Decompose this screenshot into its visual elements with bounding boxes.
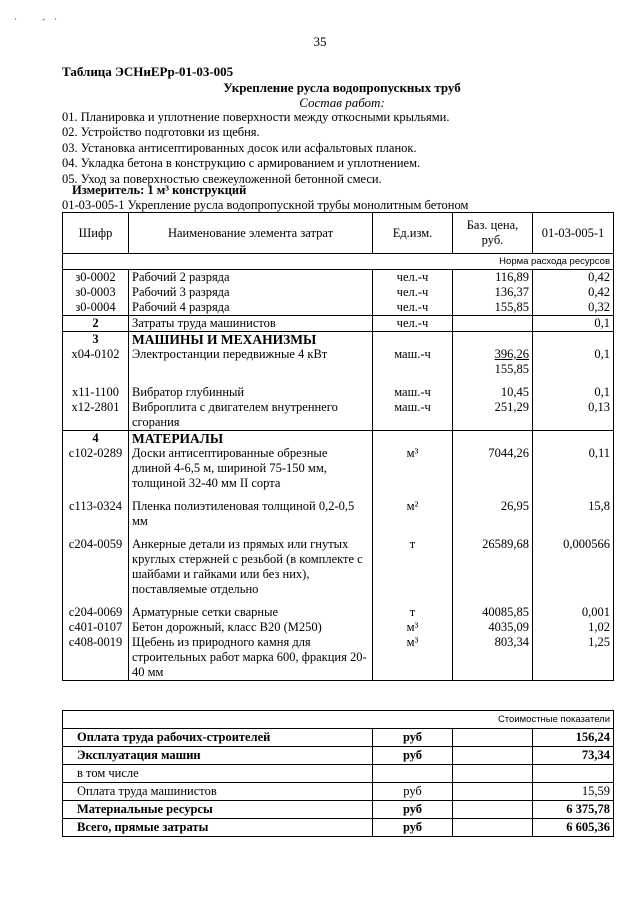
cost-empty [453, 783, 533, 801]
cell-unit: чел.-ч [373, 316, 453, 332]
table-row [63, 620, 614, 635]
cell-norm: 0,001 [533, 605, 614, 620]
header-unit: Ед.изм. [373, 213, 453, 254]
cell-code: х04-0102 [63, 347, 129, 377]
cell-norm: 0,1 [533, 316, 614, 332]
scan-mark: - [42, 14, 45, 24]
cell-unit: т [373, 537, 453, 597]
cost-empty [453, 801, 533, 819]
works-list [62, 110, 450, 187]
cell-code: з0-0004 [63, 300, 129, 316]
cost-row [63, 729, 614, 747]
section-row [63, 332, 614, 348]
cell-unit: м² [373, 499, 453, 529]
page-title: Укрепление русла водопропускных труб [223, 80, 461, 95]
cell-name: Затраты труда машинистов [129, 316, 373, 332]
cost-name: Материальные ресурсы [63, 801, 373, 819]
spacer-row [63, 377, 614, 385]
cell-name: Доски антисептированные обрезные длиной 4-6,5 м, шириной 75-150 мм, толщиной 32-40 мм II сорта [129, 446, 373, 491]
section-title: МАТЕРИАЛЫ [129, 431, 373, 447]
spacer-row [63, 491, 614, 499]
cost-row [63, 783, 614, 801]
cost-empty [453, 819, 533, 837]
cost-row [63, 747, 614, 765]
cell-name: Пленка полиэтиленовая толщиной 0,2-0,5 мм [129, 499, 373, 529]
cell-price: 251,29 [453, 400, 533, 431]
cell-unit: маш.-ч [373, 385, 453, 400]
cell-price [453, 316, 533, 332]
cell-unit [373, 431, 453, 447]
cost-name: Всего, прямые затраты [63, 819, 373, 837]
cell-code: с204-0059 [63, 537, 129, 597]
table-row [63, 270, 614, 286]
cost-row [63, 801, 614, 819]
meter: Измеритель: 1 м³ конструкций [72, 183, 247, 197]
cost-label-row [63, 711, 614, 729]
cell-unit [373, 332, 453, 348]
section-row [63, 431, 614, 447]
cell-code: с102-0289 [63, 446, 129, 491]
cell-name: Виброплита с двигателем внутреннего сгорания [129, 400, 373, 431]
table-row [63, 400, 614, 431]
cell-name: Бетон дорожный, класс В20 (М250) [129, 620, 373, 635]
cell-price: 136,37 [453, 285, 533, 300]
table-id: Таблица ЭСНиЕРр-01-03-005 [62, 64, 234, 79]
cost-value: 15,59 [533, 783, 614, 801]
cost-name: Оплата труда машинистов [63, 783, 373, 801]
cell-name: Электростанции передвижные 4 кВт [129, 347, 373, 377]
spacer-row [63, 529, 614, 537]
cost-value: 6 375,78 [533, 801, 614, 819]
cost-value: 6 605,36 [533, 819, 614, 837]
cost-unit [373, 765, 453, 783]
cost-value: 73,34 [533, 747, 614, 765]
cell-price: 116,89 [453, 270, 533, 286]
cell-name: Рабочий 2 разряда [129, 270, 373, 286]
cost-unit: руб [373, 783, 453, 801]
section-title: МАШИНЫ И МЕХАНИЗМЫ [129, 332, 373, 348]
cost-unit: руб [373, 819, 453, 837]
cell-norm: 0,32 [533, 300, 614, 316]
cell-price: 10,45 [453, 385, 533, 400]
cell-norm: 0,000566 [533, 537, 614, 597]
cell-norm: 0,1 [533, 385, 614, 400]
cell-norm: 0,42 [533, 270, 614, 286]
cell-code: с204-0069 [63, 605, 129, 620]
cell-unit: чел.-ч [373, 300, 453, 316]
cell-price: 26589,68 [453, 537, 533, 597]
table-row [63, 285, 614, 300]
price-main: 396,26 [494, 347, 529, 361]
cell-name: Рабочий 4 разряда [129, 300, 373, 316]
cell-name: Щебень из природного камня для строительных работ марка 600, фракция 20-40 мм [129, 635, 373, 681]
table-row [63, 537, 614, 597]
cell-price: 26,95 [453, 499, 533, 529]
scan-mark: · [54, 14, 57, 24]
cost-row [63, 765, 614, 783]
table-row [63, 605, 614, 620]
header-code: Шифр [63, 213, 129, 254]
cost-empty [453, 765, 533, 783]
cell-norm: 15,8 [533, 499, 614, 529]
table-row [63, 385, 614, 400]
cost-unit: руб [373, 801, 453, 819]
cell-code: х12-2801 [63, 400, 129, 431]
header-name: Наименование элемента затрат [129, 213, 373, 254]
cell-code: с113-0324 [63, 499, 129, 529]
cost-name: Эксплуатация машин [63, 747, 373, 765]
cost-value: 156,24 [533, 729, 614, 747]
cell-unit: м³ [373, 446, 453, 491]
work-item: 01. Планировка и уплотнение поверхности между откосными крыльями. [62, 110, 450, 124]
work-item: 04. Укладка бетона в конструкцию с армированием и уплотнением. [62, 156, 421, 171]
cell-norm [533, 332, 614, 348]
cell-code: с401-0107 [63, 620, 129, 635]
cost-table [62, 710, 614, 837]
cell-unit: чел.-ч [373, 270, 453, 286]
cell-unit: маш.-ч [373, 347, 453, 377]
cell-price: 803,34 [453, 635, 533, 681]
cell-code: х11-1100 [63, 385, 129, 400]
cell-unit: т [373, 605, 453, 620]
section-code: 3 [63, 332, 129, 348]
table-header [63, 213, 614, 254]
cell-norm: 0,1 [533, 347, 614, 377]
table-row [63, 499, 614, 529]
table-row [63, 316, 614, 332]
cell-norm: 0,11 [533, 446, 614, 491]
cost-value [533, 765, 614, 783]
spacer-row [63, 597, 614, 605]
work-item: 02. Устройство подготовки из щебня. [62, 125, 260, 140]
cost-row [63, 819, 614, 837]
cell-price: 7044,26 [453, 446, 533, 491]
header-price: Баз. цена, руб. [453, 213, 533, 254]
cell-price [453, 332, 533, 348]
cost-empty [453, 729, 533, 747]
norm-label: Норма расхода ресурсов [63, 254, 614, 270]
work-item: 03. Установка антисептированных досок или асфальтовых планок. [62, 140, 417, 155]
cell-unit: чел.-ч [373, 285, 453, 300]
cost-unit: руб [373, 747, 453, 765]
table-caption: 01-03-005-1 Укрепление русла водопропускной трубы монолитным бетоном [62, 198, 469, 212]
norm-label-row [63, 254, 614, 270]
cell-norm: 1,25 [533, 635, 614, 681]
header-norm: 01-03-005-1 [533, 213, 614, 254]
cell-price: 40085,85 [453, 605, 533, 620]
table-row [63, 446, 614, 491]
price-labor: 155,85 [494, 362, 529, 376]
cost-unit: руб [373, 729, 453, 747]
subtitle: Состав работ: [299, 95, 385, 110]
table-row [63, 347, 614, 377]
cell-code: 2 [63, 316, 129, 332]
cost-name: Оплата труда рабочих-строителей [63, 729, 373, 747]
cell-code: с408-0019 [63, 635, 129, 681]
cell-unit: маш.-ч [373, 400, 453, 431]
table-row [63, 635, 614, 681]
cell-norm: 1,02 [533, 620, 614, 635]
work-item: 05. Уход за поверхностью свежеуложенной бетонной смеси. [62, 171, 382, 186]
cell-price [453, 431, 533, 447]
page-number: 35 [313, 34, 327, 49]
cell-name: Арматурные сетки сварные [129, 605, 373, 620]
section-code: 4 [63, 431, 129, 447]
cell-price: 155,85 [453, 300, 533, 316]
cell-norm [533, 431, 614, 447]
resource-table [62, 212, 614, 681]
cell-norm: 0,42 [533, 285, 614, 300]
cell-name: Рабочий 3 разряда [129, 285, 373, 300]
cell-name: Анкерные детали из прямых или гнутых круглых стержней с резьбой (в комплекте с шайбами и гайками или без них), поставляемые отдельно [129, 537, 373, 597]
cell-unit: м³ [373, 620, 453, 635]
cost-name: в том числе [63, 765, 373, 783]
scan-mark: · [14, 14, 17, 24]
cell-name: Вибратор глубинный [129, 385, 373, 400]
cell-price [453, 347, 533, 377]
cell-unit: м³ [373, 635, 453, 681]
cell-norm: 0,13 [533, 400, 614, 431]
cost-label: Стоимостные показатели [63, 711, 614, 729]
cell-code: з0-0002 [63, 270, 129, 286]
cell-price: 4035,09 [453, 620, 533, 635]
cell-code: з0-0003 [63, 285, 129, 300]
cost-empty [453, 747, 533, 765]
table-row [63, 300, 614, 316]
